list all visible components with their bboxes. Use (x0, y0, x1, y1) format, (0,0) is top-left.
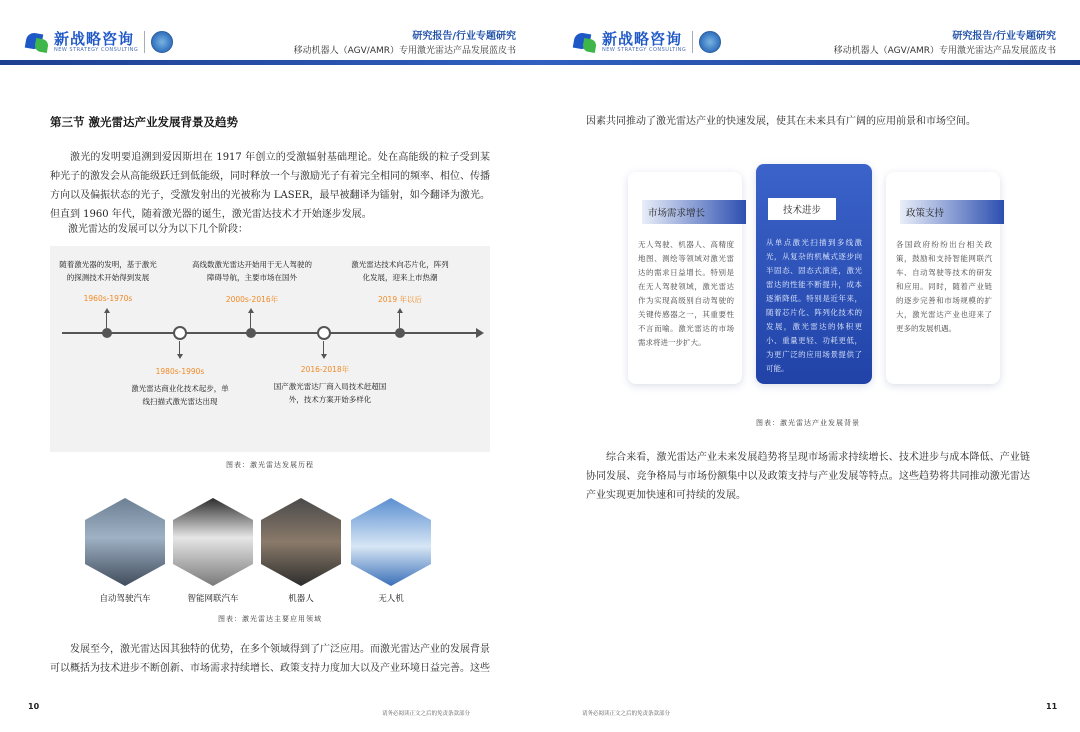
timeline-node (173, 326, 187, 340)
drone-image (351, 498, 431, 586)
header-divider (0, 60, 1080, 65)
timeline-node (246, 328, 256, 338)
connected-car-image (173, 498, 253, 586)
timeline-stage-text: 国产激光雷达厂商入局技术赶超国外，技术方案开始多样化 (273, 382, 387, 404)
page-number-left: 10 (28, 702, 40, 711)
timeline-stage-year: 1980s-1990s (155, 367, 205, 376)
logo-text: 新战略咨询 (54, 30, 135, 48)
card-title: 技术进步 (768, 198, 836, 220)
footer-disclaimer-left: 请务必阅读正文之后的免责条款部分 (382, 711, 471, 717)
timeline-stage-text: 随着激光器的发明，基于激光的探测技术开始得到发展 (59, 260, 157, 282)
card-body: 各国政府纷纷出台相关政策，鼓励和支持智能网联汽车、自动驾驶等技术的研发和应用。同时，随着产业链的逐步完善和市场规模的扩大，激光雷达产业也迎来了更多的发展机遇。 (896, 240, 992, 333)
section-title: 第三节 激光雷达产业发展背景及趋势 (50, 115, 239, 129)
cards-caption: 图表：激光雷达产业发展背景 (756, 419, 860, 427)
header-title (294, 30, 516, 58)
seal-icon (699, 31, 721, 53)
paragraph-laser-origin: 激光的发明要追溯到爱因斯坦在 1917 年创立的受激辐射基础理论。处在高能级的粒子受到某种光子的激发会从高能级跃迁到低能级，同时释放一个与激励光子有着完全相同的频率、相位、传播方向以及偏振状态的光子，受激发射出的光被称为 LASER，最早被翻译为镭射，如今翻译为激光。但直到 1960 年代，随着激光器的诞生，激光雷达技术才开始逐步发展。 (50, 152, 490, 220)
header-right (540, 0, 1080, 66)
summary-paragraph: 综合来看，激光雷达产业未来发展趋势将呈现市场需求持续增长、技术进步与成本降低、产业链协同发展、竞争格局与市场份额集中以及政策支持与产业发展等特点。这些趋势将共同推动激光雷达产业实现更加快速和可持续的发展。 (586, 452, 1030, 501)
continuation-text: 因素共同推动了激光雷达产业的快速发展，使其在未来具有广阔的应用前景和市场空间。 (586, 116, 976, 127)
logo (24, 26, 173, 58)
timeline-stage-text: 激光雷达技术向芯片化，阵列化发展，迎来上市热潮 (351, 260, 449, 282)
logo-text: 新战略咨询 (602, 30, 683, 48)
stages-intro: 激光雷达的发展可以分为以下几个阶段： (68, 224, 248, 235)
footer-disclaimer-right: 请务必阅读正文之后的免责条款部分 (582, 711, 671, 717)
timeline-node (102, 328, 112, 338)
timeline-stage-year: 2000s-2016年 (225, 295, 279, 304)
robot-image (261, 498, 341, 586)
application-label: 智能网联汽车 (187, 594, 239, 604)
report-subtitle: 移动机器人（AGV/AMR）专用激光雷达产品发展蓝皮书 (833, 46, 1056, 56)
application-autonomous-car (85, 498, 165, 604)
application-label: 机器人 (288, 594, 314, 604)
card-policy-support (886, 172, 1000, 384)
timeline-axis (62, 332, 480, 334)
header-title (834, 30, 1056, 58)
card-body: 从单点激光扫描到多线激光，从复杂的机械式逐步向半固态、固态式演进，激光雷达的性能不断提升，成本逐渐降低。特别是近年来，随着芯片化、阵列化技术的发展，激光雷达的体积更小、重量更轻、功耗更低，为更广泛的应用场景提供了可能。 (766, 238, 862, 373)
timeline-stage-year: 2016-2018年 (300, 365, 350, 374)
applications-caption: 图表：激光雷达主要应用领域 (218, 615, 322, 623)
timeline-node (395, 328, 405, 338)
card-title: 市场需求增长 (642, 200, 746, 224)
timeline-stage-year: 1960s-1970s (83, 294, 133, 303)
autonomous-car-image (85, 498, 165, 586)
logo-en: NEW STRATEGY CONSULTING (54, 47, 139, 53)
card-market-demand (628, 172, 742, 384)
application-label: 自动驾驶汽车 (99, 594, 151, 604)
timeline-arrow-icon (476, 328, 484, 338)
report-category: 研究报告/行业专题研究 (412, 31, 516, 42)
logo-icon (24, 29, 50, 55)
timeline-stage-text: 激光雷达商业化技术起步，单线扫描式激光雷达出现 (131, 384, 229, 406)
paragraph-industry-background: 发展至今，激光雷达因其独特的优势，在多个领域得到了广泛应用。而激光雷达产业的发展背景可以概括为技术进步不断创新、市场需求持续增长、政策支持力度加大以及产业环境日益完善。这些 (50, 644, 490, 674)
card-tech-progress (756, 164, 872, 384)
page-header (0, 0, 1080, 66)
card-title: 政策支持 (900, 200, 1004, 224)
report-subtitle: 移动机器人（AGV/AMR）专用激光雷达产品发展蓝皮书 (293, 46, 516, 56)
timeline-node (317, 326, 331, 340)
timeline-caption: 图表：激光雷达发展历程 (226, 461, 314, 469)
application-connected-car (173, 498, 253, 604)
timeline-stage-year: 2019 年以后 (378, 295, 422, 304)
header-left (0, 0, 540, 66)
application-drone (351, 498, 431, 604)
report-category: 研究报告/行业专题研究 (952, 31, 1056, 42)
timeline-stage-text: 高线数激光雷达开始用于无人驾驶的障碍导航，主要市场在国外 (192, 260, 312, 282)
logo-icon (572, 29, 598, 55)
timeline-chart (50, 246, 490, 452)
page-number-right: 11 (1046, 702, 1058, 711)
logo-en: NEW STRATEGY CONSULTING (602, 47, 687, 53)
logo (572, 26, 721, 58)
application-robot (261, 498, 341, 604)
card-body: 无人驾驶、机器人、高精度地图、测绘等领域对激光雷达的需求日益增长。特别是在无人驾驶领域，激光雷达作为实现高级别自动驾驶的关键传感器之一，其重要性不言而喻。激光雷达的市场需求将进一步扩大。 (638, 240, 734, 347)
application-label: 无人机 (378, 594, 404, 604)
seal-icon (151, 31, 173, 53)
